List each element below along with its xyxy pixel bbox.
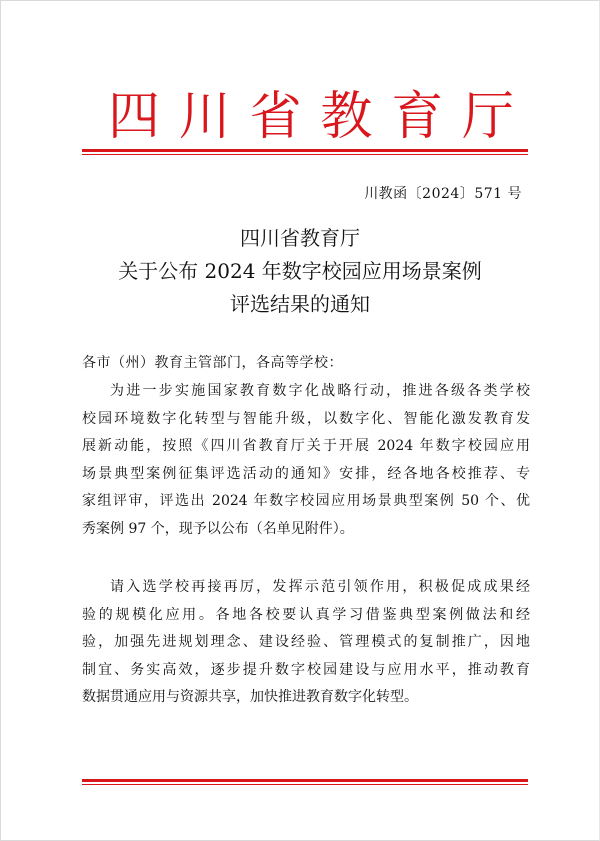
paragraph-line: 展新动能，按照《四川省教育厅关于开展 2024 年数字校园应用 bbox=[82, 438, 530, 455]
footer-divider-thin bbox=[82, 784, 528, 785]
title-line: 评选结果的通知 bbox=[230, 292, 370, 316]
paragraph-line: 验的规模化应用。各地各校要认真学习借鉴典型案例做法和经 bbox=[82, 606, 530, 623]
masthead-char: 教 bbox=[320, 87, 373, 147]
paragraph-line: 制宜、务实高效，逐步提升数字校园建设与应用水平，推动教育 bbox=[82, 661, 530, 678]
masthead-char: 四 bbox=[108, 87, 161, 147]
footer-divider-thick bbox=[82, 779, 528, 782]
body-paragraph-2 bbox=[82, 574, 530, 712]
document-title bbox=[60, 222, 540, 321]
masthead-char: 川 bbox=[178, 87, 231, 147]
body-paragraph-1 bbox=[82, 378, 530, 544]
paragraph-line: 场景典型案例征集评选活动的通知》安排，经各地各校推荐、专 bbox=[82, 465, 530, 482]
paragraph-line: 数据贯通应用与资源共享，加快推进教育数字化转型。 bbox=[82, 689, 418, 706]
masthead-issuer bbox=[60, 82, 540, 152]
paragraph-line: 家组评审，评选出 2024 年数字校园应用场景典型案例 50 个、优 bbox=[82, 493, 530, 510]
title-line: 关于公布 2024 年数字校园应用场景案例 bbox=[118, 259, 482, 283]
masthead-char: 育 bbox=[391, 87, 444, 147]
paragraph-line: 为进一步实施国家教育数字化战略行动，推进各级各类学校 bbox=[110, 383, 530, 399]
paragraph-line: 验，加强先进规划理念、建设经验、管理模式的复制推广，因地 bbox=[82, 634, 530, 651]
paragraph-line: 校园环境数字化转型与智能升级，以数字化、智能化激发教育发 bbox=[82, 410, 530, 427]
paragraph-line: 秀案例 97 个，现予以公布（名单见附件）。 bbox=[82, 520, 354, 537]
title-line: 四川省教育厅 bbox=[240, 226, 360, 250]
salutation: 各市（州）教育主管部门，各高等学校： bbox=[82, 355, 343, 371]
masthead-char: 厅 bbox=[461, 87, 514, 147]
masthead-char: 省 bbox=[249, 87, 302, 147]
header-divider-thin bbox=[82, 154, 528, 155]
document-number: 川教函〔2024〕571 号 bbox=[364, 186, 522, 202]
header-divider-thick bbox=[82, 149, 528, 152]
paragraph-line: 请入选学校再接再厉，发挥示范引领作用，积极促成成果经 bbox=[110, 579, 530, 595]
